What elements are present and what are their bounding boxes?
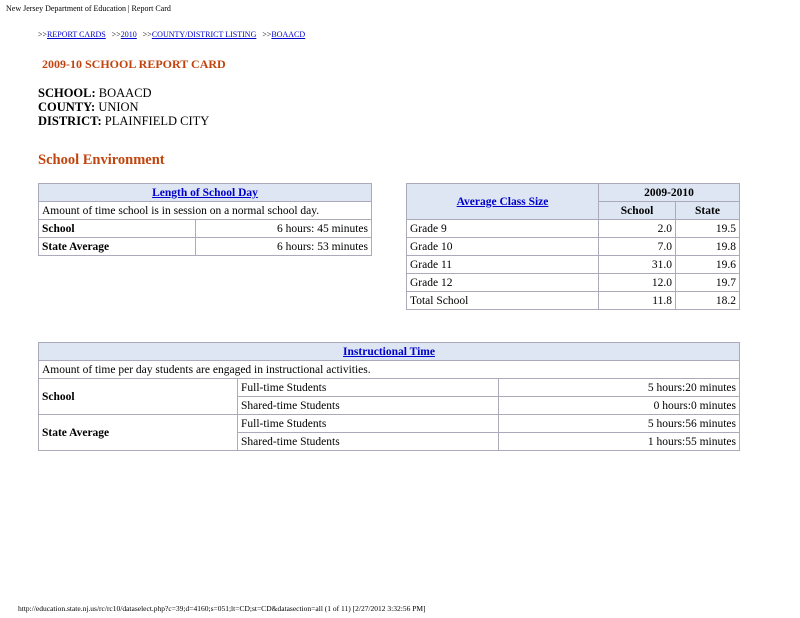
breadcrumb [38, 30, 305, 39]
breadcrumb-link-county-district-listing[interactable]: COUNTY/DISTRICT LISTING [151, 30, 257, 39]
breadcrumb-link-report-cards[interactable]: REPORT CARDS [47, 30, 106, 39]
breadcrumb-prefix: >> [38, 30, 48, 39]
instructional-time-description: Amount of time per day students are engaged in instructional activities. [39, 361, 740, 379]
row-label: School [39, 220, 196, 238]
row-value: 6 hours: 45 minutes [196, 220, 372, 238]
full-time-label: Full-time Students [238, 415, 499, 433]
breadcrumb-link-2010[interactable]: 2010 [120, 30, 137, 39]
school-day-header [39, 184, 372, 202]
school-value: 7.0 [599, 238, 676, 256]
row-label-school: School [39, 379, 238, 415]
class-size-table [406, 183, 740, 310]
state-value: 19.5 [676, 220, 740, 238]
state-value: 19.6 [676, 256, 740, 274]
class-size-year: 2009-2010 [599, 184, 740, 202]
report-card-title: 2009-10 SCHOOL REPORT CARD [42, 57, 226, 71]
page-header-title: New Jersey Department of Education | Report Card [6, 4, 171, 13]
row-value: 6 hours: 53 minutes [196, 238, 372, 256]
school-value: 11.8 [599, 292, 676, 310]
school-day-description: Amount of time school is in session on a normal school day. [39, 202, 372, 220]
class-size-header [407, 184, 599, 220]
state-value: 19.8 [676, 238, 740, 256]
row-label: Grade 12 [407, 274, 599, 292]
breadcrumb-prefix: >> [262, 30, 272, 39]
district-value: PLAINFIELD CITY [104, 114, 210, 128]
table-row [407, 256, 740, 274]
school-day-table [38, 183, 372, 256]
state-value: 19.7 [676, 274, 740, 292]
table-row [39, 379, 740, 397]
table-row [407, 220, 740, 238]
instructional-time-header [39, 343, 740, 361]
col-state: State [676, 202, 740, 220]
col-school: School [599, 202, 676, 220]
school-label: SCHOOL: [38, 86, 96, 100]
school-value: 2.0 [599, 220, 676, 238]
table-row [39, 415, 740, 433]
section-title: School Environment [38, 152, 165, 168]
full-time-label: Full-time Students [238, 379, 499, 397]
row-label: Total School [407, 292, 599, 310]
row-label: Grade 9 [407, 220, 599, 238]
district-label: DISTRICT: [38, 114, 102, 128]
school-value: 31.0 [599, 256, 676, 274]
breadcrumb-link-boaacd[interactable]: BOAACD [271, 30, 306, 39]
school-info [38, 86, 209, 128]
shared-time-label: Shared-time Students [238, 397, 499, 415]
instructional-time-table [38, 342, 740, 451]
row-label: State Average [39, 238, 196, 256]
school-day-title-link[interactable]: Length of School Day [152, 186, 258, 199]
shared-time-label: Shared-time Students [238, 433, 499, 451]
table-row [407, 238, 740, 256]
instructional-time-title-link[interactable]: Instructional Time [343, 345, 435, 358]
breadcrumb-prefix: >> [142, 30, 152, 39]
class-size-title-link[interactable]: Average Class Size [456, 195, 549, 208]
state-shared-time-value: 1 hours:55 minutes [499, 433, 740, 451]
row-label: Grade 10 [407, 238, 599, 256]
table-row [39, 238, 372, 256]
row-label-state-average: State Average [39, 415, 238, 451]
school-shared-time-value: 0 hours:0 minutes [499, 397, 740, 415]
school-value: BOAACD [98, 86, 152, 100]
table-row [407, 292, 740, 310]
school-value: 12.0 [599, 274, 676, 292]
page-footer-url: http://education.state.nj.us/rc/rc10/dataselect.php?c=39;d=4160;s=051;lt=CD;st=CD&datasection=all (1 of 11) [2/27/2012 3:32:56 PM] [18, 604, 426, 613]
county-label: COUNTY: [38, 100, 96, 114]
county-value: UNION [98, 100, 139, 114]
state-full-time-value: 5 hours:56 minutes [499, 415, 740, 433]
row-label: Grade 11 [407, 256, 599, 274]
table-row [407, 274, 740, 292]
breadcrumb-prefix: >> [111, 30, 121, 39]
school-full-time-value: 5 hours:20 minutes [499, 379, 740, 397]
table-row [39, 220, 372, 238]
state-value: 18.2 [676, 292, 740, 310]
